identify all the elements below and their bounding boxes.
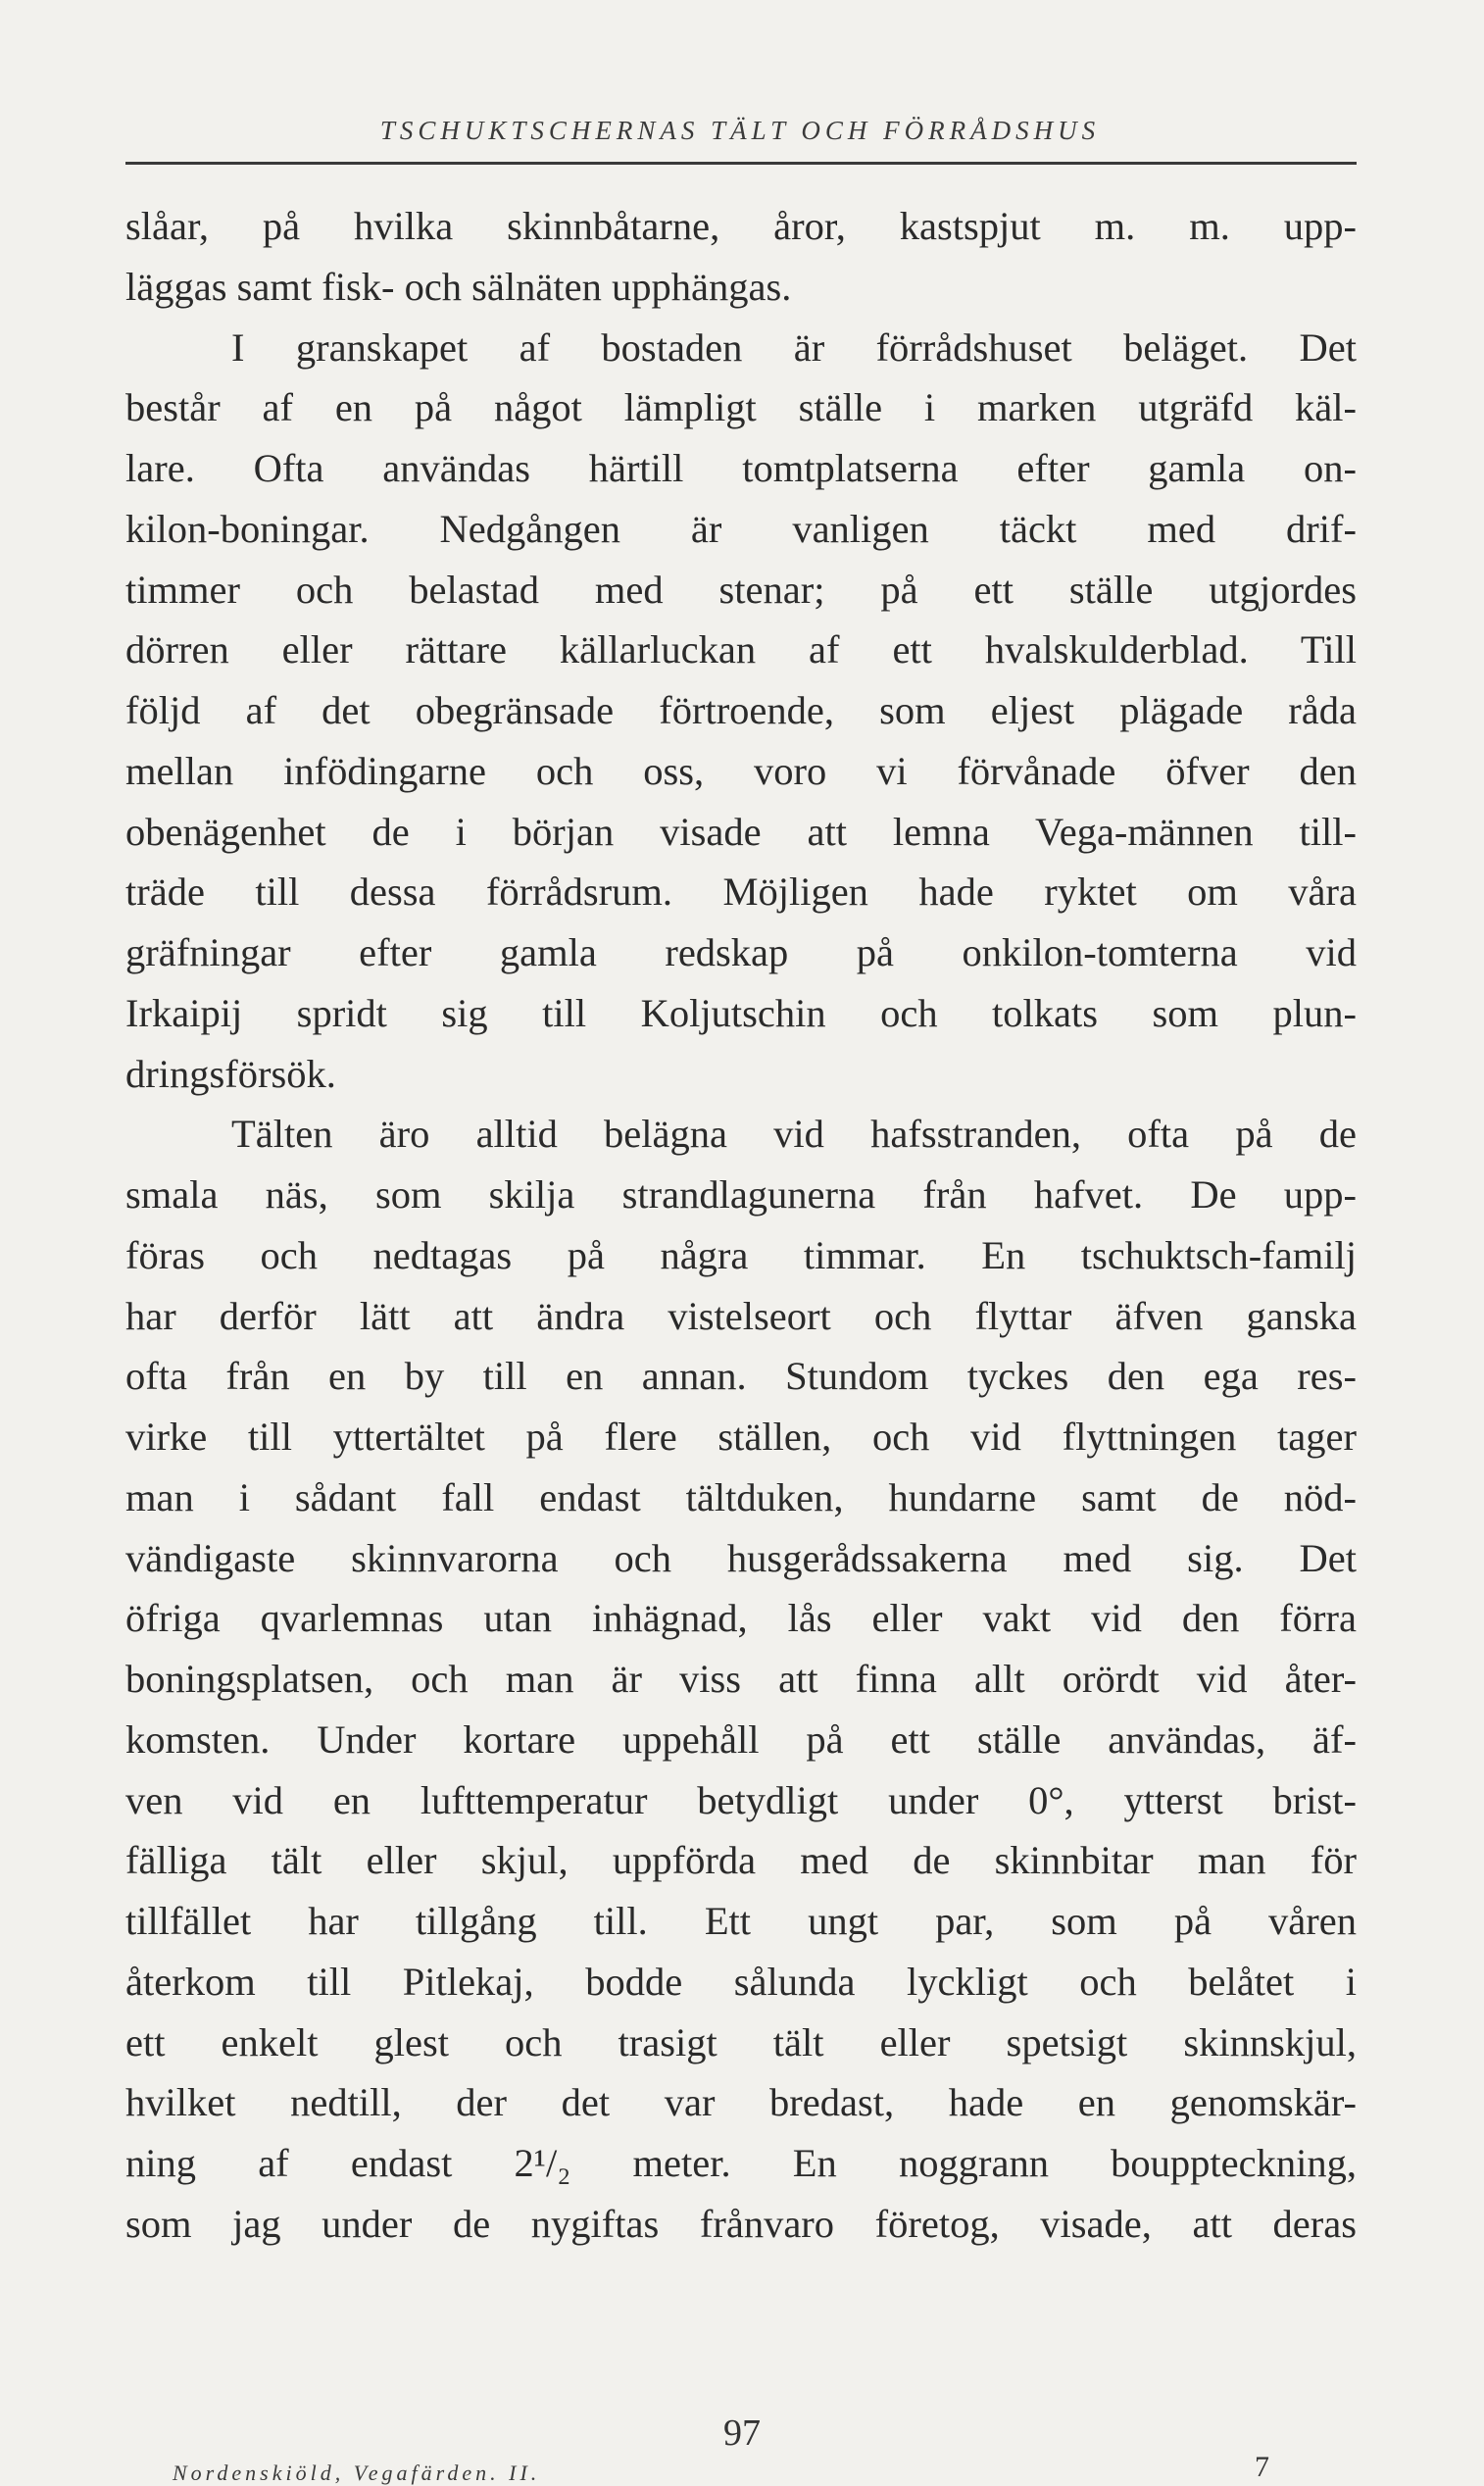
text-line: öfriga qvarlemnas utan inhägnad, lås eller vakt vid den förra [125, 1596, 1357, 1641]
text-line: hvilket nedtill, der det var bredast, hade en genomskär- [125, 2080, 1357, 2125]
running-header: TSCHUKTSCHERNAS TÄLT OCH FÖRRÅDSHUS [379, 116, 1101, 145]
text-line: ett enkelt glest och trasigt tält eller spetsigt skinnskjul, [125, 2019, 1357, 2064]
text-line: fälliga tält eller skjul, uppförda med de skinnbitar man för [125, 1838, 1357, 1883]
text-line: slåar, på hvilka skinnbåtarne, åror, kastspjut m. m. upp- [125, 204, 1357, 248]
text-line: lare. Ofta användas härtill tomtplatserna efter gamla on- [125, 446, 1357, 490]
text-line: mellan infödingarne och oss, voro vi förvånade öfver den [125, 748, 1357, 793]
text-line: föras och nedtagas på några timmar. En tschuktsch-familj [125, 1232, 1357, 1277]
text-line: ven vid en lufttemperatur betydligt under 0°, ytterst brist- [125, 1777, 1357, 1822]
text-line: återkom till Pitlekaj, bodde sålunda lyckligt och belåtet i [125, 1959, 1357, 2004]
text-line: gräfningar efter gamla redskap på onkilon-tomterna vid [125, 930, 1357, 974]
text-line: kilon-boningar. Nedgången är vanligen täckt med drif- [125, 506, 1357, 551]
signature-mark: 7 [1255, 2451, 1269, 2483]
text-line: dörren eller rättare källarluckan af ett hvalskulderblad. Till [125, 627, 1357, 672]
text-line: boningsplatsen, och man är viss att finna allt orördt vid åter- [125, 1657, 1357, 1701]
text-line: Tälten äro alltid belägna vid hafsstranden, ofta på de [231, 1112, 1357, 1157]
text-line: Irkaipij spridt sig till Koljutschin och tolkats som plun- [125, 990, 1357, 1035]
text-line: tillfället har tillgång till. Ett ungt par, som på våren [125, 1899, 1357, 1943]
text-line: ofta från en by till en annan. Stundom tyckes den ega res- [125, 1354, 1357, 1399]
text-line: ning af endast 2¹/₂ meter. En noggrann bouppteckning, [125, 2141, 1357, 2185]
text-line: timmer och belastad med stenar; på ett ställe utgjordes [125, 567, 1357, 612]
text-line: består af en på något lämpligt ställe i marken utgräfd käl- [125, 385, 1357, 430]
text-line: vändigaste skinnvarorna och husgerådssakerna med sig. Det [125, 1535, 1357, 1580]
text-line: I granskapet af bostaden är förrådshuset beläget. Det [231, 324, 1357, 370]
text-line: dringsförsök. [125, 1051, 336, 1096]
header-rule [125, 162, 1357, 165]
text-line: komsten. Under kortare uppehåll på ett ställe användas, äf- [125, 1716, 1357, 1762]
printer-signature: Nordenskiöld, Vegafärden. II. [173, 2461, 541, 2485]
text-line: virke till yttertältet på flere ställen, och vid flyttningen tager [125, 1415, 1357, 1459]
text-line: har derför lätt att ändra vistelseort och flyttar äfven ganska [125, 1293, 1357, 1338]
text-line: man i sådant fall endast tältduken, hundarne samt de nöd- [125, 1474, 1357, 1519]
text-line: följd af det obegränsade förtroende, som eljest plägade råda [125, 688, 1357, 732]
page-number: 97 [723, 2412, 761, 2454]
text-line: som jag under de nygiftas frånvaro företog, visade, att deras [125, 2201, 1357, 2246]
text-line: träde till dessa förrådsrum. Möjligen hade ryktet om våra [125, 870, 1357, 915]
text-line: obenägenhet de i början visade att lemna Vega-männen till- [125, 809, 1357, 854]
text-line: smala näs, som skilja strandlagunerna från hafvet. De upp- [125, 1172, 1357, 1217]
text-line: läggas samt fisk- och sälnäten upphängas. [125, 264, 792, 309]
body-text [125, 196, 1357, 2255]
